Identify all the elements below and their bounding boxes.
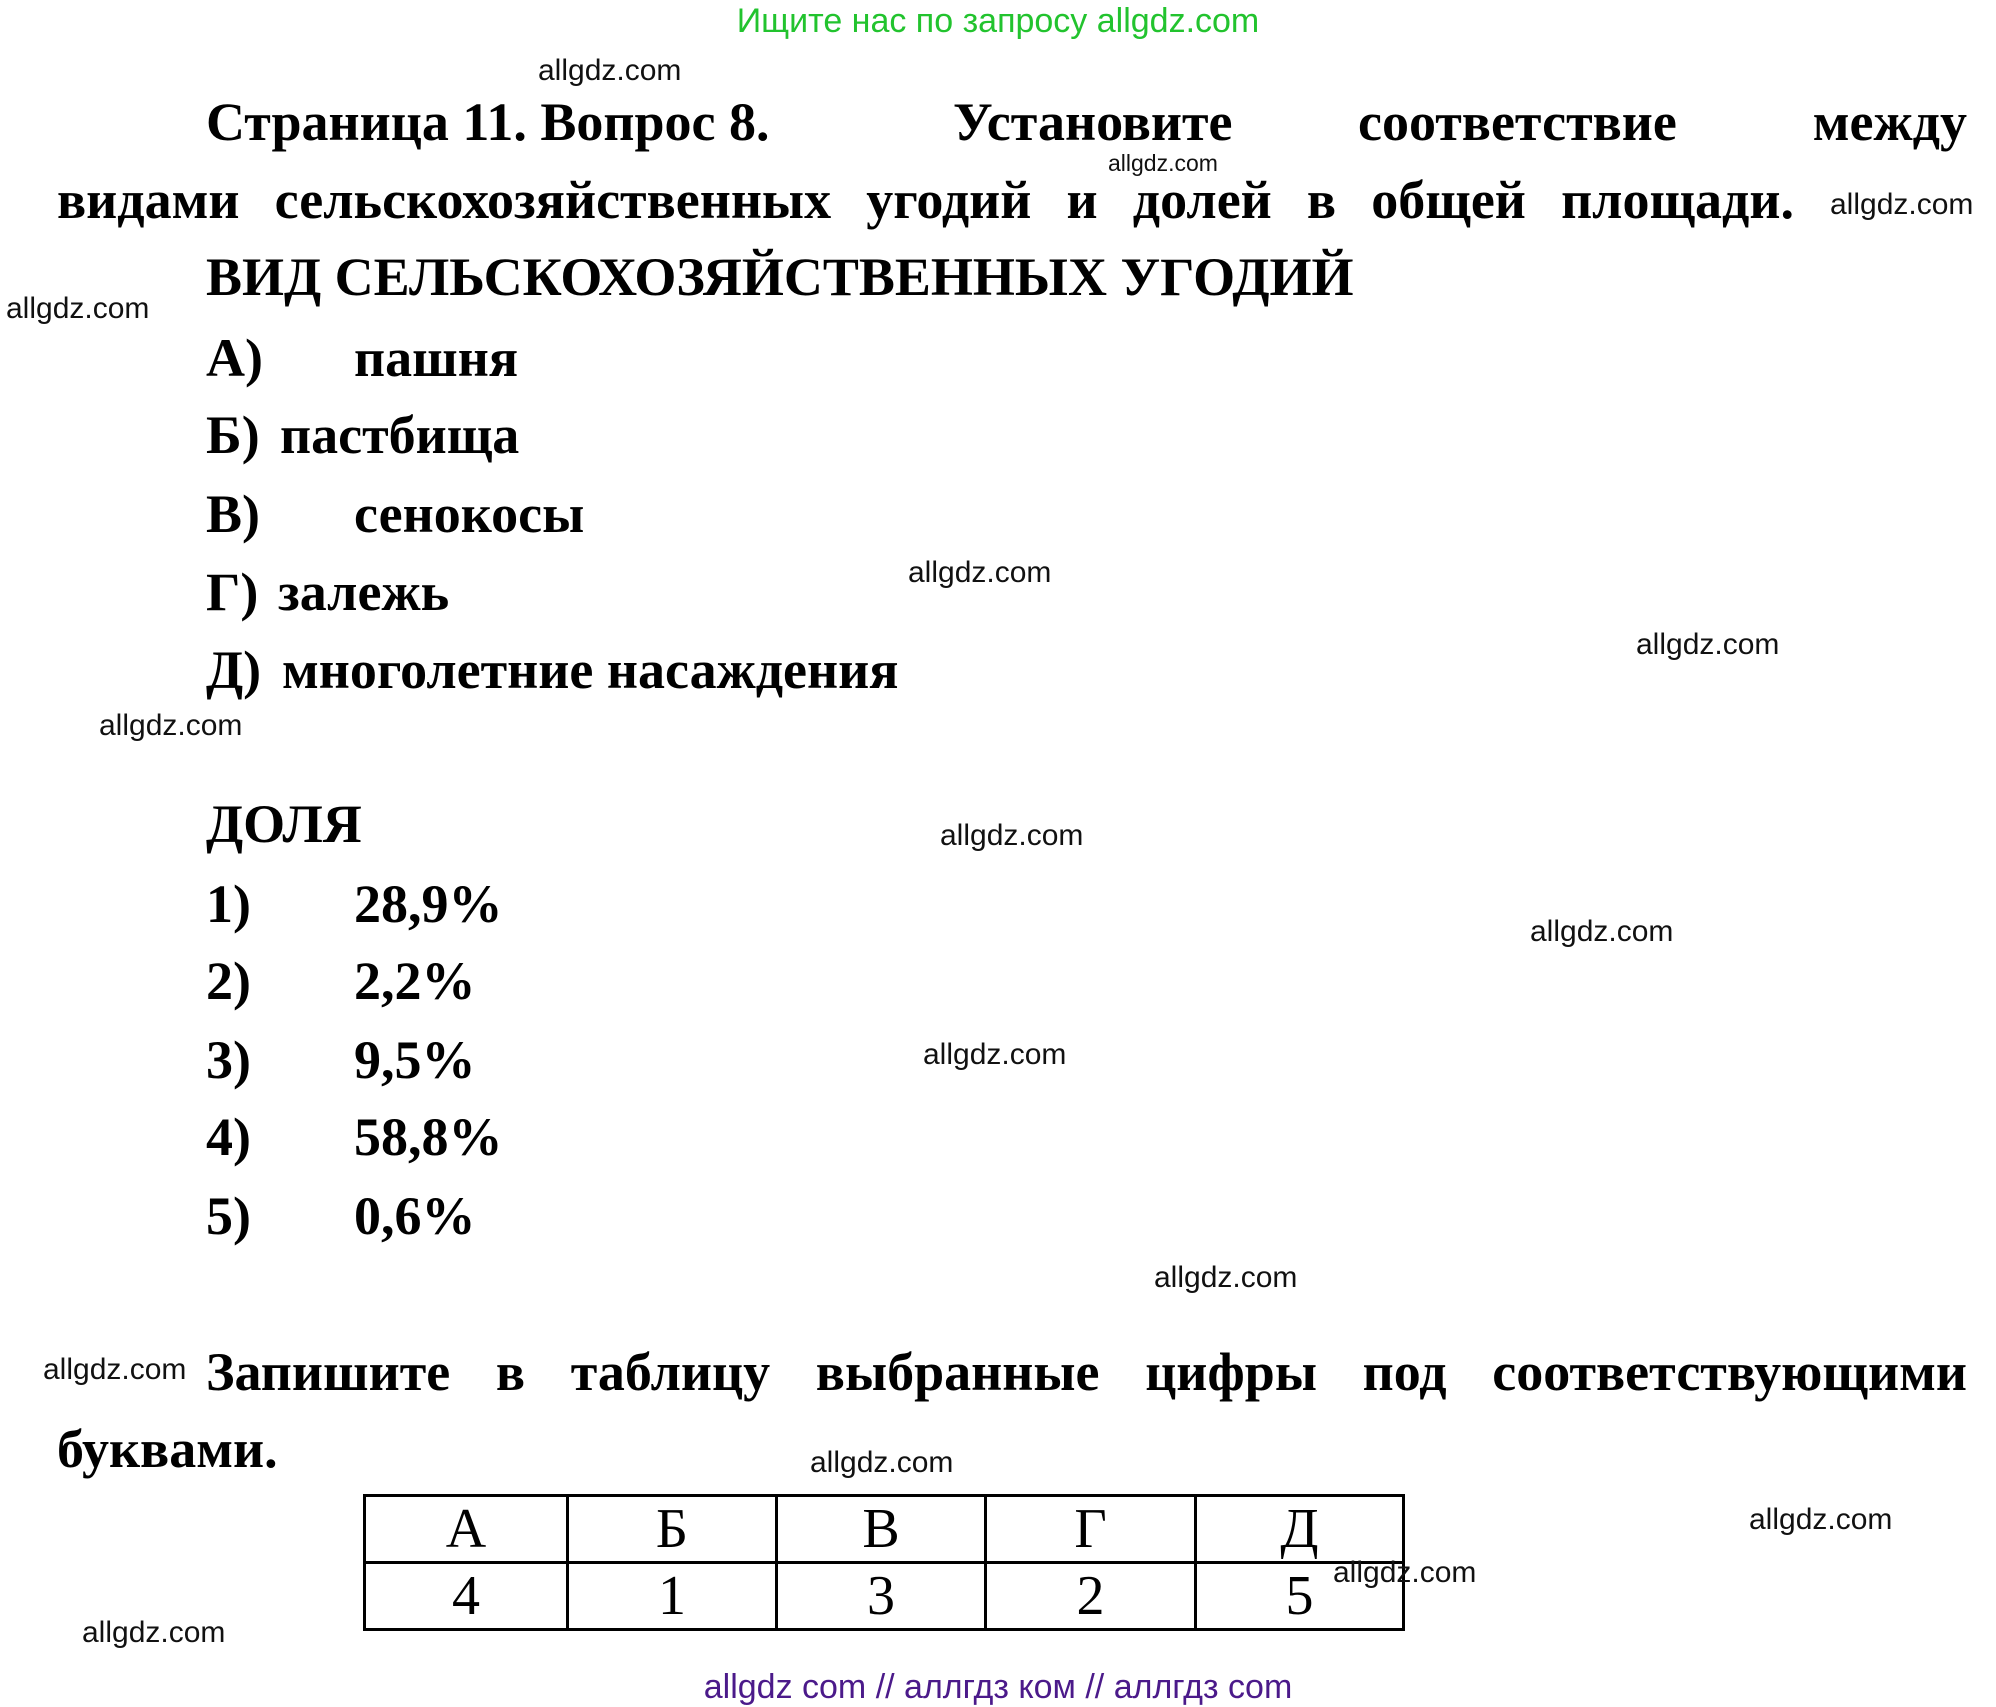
table-cell: 4 <box>365 1563 568 1630</box>
watermark: allgdz.com <box>1108 150 1218 176</box>
table-header-cell: Д <box>1196 1496 1404 1563</box>
table-row <box>365 1563 1404 1630</box>
table-cell: 5 <box>1196 1563 1404 1630</box>
watermark: allgdz.com <box>1333 1556 1477 1589</box>
table-cell: 2 <box>986 1563 1196 1630</box>
share-number: 5) <box>206 1186 251 1246</box>
share-number: 2) <box>206 951 251 1011</box>
watermark: allgdz.com <box>1530 915 1674 948</box>
watermark: allgdz.com <box>538 54 682 87</box>
watermark: allgdz.com <box>1830 188 1974 221</box>
type-text: сенокосы <box>354 484 585 544</box>
watermark: allgdz.com <box>1749 1503 1893 1536</box>
share-value: 58,8% <box>354 1107 503 1167</box>
share-value: 9,5% <box>354 1030 476 1090</box>
table-cell: 3 <box>777 1563 986 1630</box>
watermark: allgdz.com <box>940 819 1084 852</box>
share-value: 0,6% <box>354 1186 476 1246</box>
watermark: allgdz.com <box>923 1038 1067 1071</box>
share-number: 4) <box>206 1107 251 1167</box>
question-number: Страница 11. Вопрос 8. <box>206 92 770 152</box>
footer-links[interactable]: allgdz com // аллгдз ком // аллгдз com <box>703 1668 1293 1706</box>
watermark: allgdz.com <box>1636 628 1780 661</box>
title-word: между <box>1812 92 1967 152</box>
type-letter: А) <box>206 328 263 388</box>
answer-table <box>363 1494 1405 1631</box>
table-header-cell: А <box>365 1496 568 1563</box>
types-heading: ВИД СЕЛЬСКОХОЗЯЙСТВЕННЫХ УГОДИЙ <box>206 247 1354 307</box>
watermark: allgdz.com <box>6 292 150 325</box>
watermark: allgdz.com <box>908 556 1052 589</box>
type-letter: В) <box>206 484 260 544</box>
table-header-cell: Б <box>568 1496 777 1563</box>
table-header-cell: Г <box>986 1496 1196 1563</box>
share-number: 1) <box>206 874 251 934</box>
type-text: многолетние насаждения <box>282 640 899 700</box>
type-text: пашня <box>354 328 519 388</box>
type-letter: Б) <box>206 405 260 465</box>
share-number: 3) <box>206 1030 251 1090</box>
share-value: 28,9% <box>354 874 503 934</box>
type-text: залежь <box>278 562 450 622</box>
instruction-line-2: буквами. <box>57 1419 278 1479</box>
share-value: 2,2% <box>354 951 476 1011</box>
watermark: allgdz.com <box>43 1353 187 1386</box>
type-letter: Д) <box>206 640 262 700</box>
watermark: allgdz.com <box>82 1616 226 1649</box>
search-banner[interactable]: Ищите нас по запросу allgdz.com <box>736 2 1260 40</box>
title-word: Установите <box>953 92 1233 152</box>
type-text: пастбища <box>280 405 520 465</box>
watermark: allgdz.com <box>99 709 243 742</box>
table-cell: 1 <box>568 1563 777 1630</box>
title-word: соответствие <box>1358 92 1677 152</box>
table-header-row <box>365 1496 1404 1563</box>
watermark: allgdz.com <box>810 1446 954 1479</box>
type-letter: Г) <box>206 562 259 622</box>
shares-heading: ДОЛЯ <box>206 794 362 854</box>
title-line-2: видами сельскохозяйственных угодий и долей в общей площади. <box>57 170 1794 230</box>
table-header-cell: В <box>777 1496 986 1563</box>
watermark: allgdz.com <box>1154 1261 1298 1294</box>
instruction-line-1: Запишите в таблицу выбранные цифры под соответствующими <box>206 1342 1967 1402</box>
